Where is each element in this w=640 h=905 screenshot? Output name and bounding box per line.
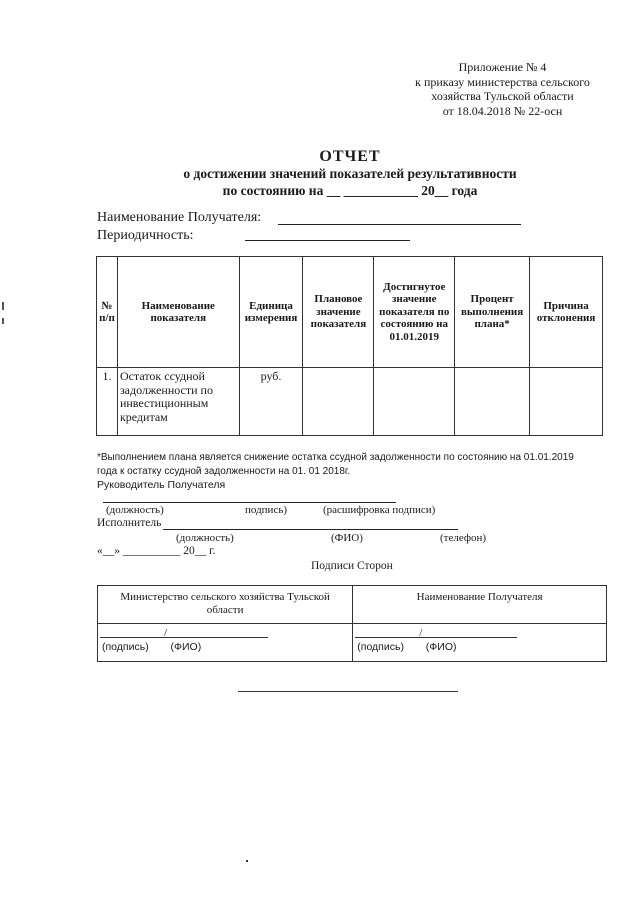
recipient-name-label: Наименование Получателя:	[97, 210, 262, 225]
table-header-row	[97, 257, 603, 368]
left-party-name: Министерство сельского хозяйства Тульской области	[98, 586, 353, 624]
right-fio-label: (ФИО)	[425, 641, 457, 653]
left-fio-label: (ФИО)	[170, 641, 202, 653]
date-field[interactable]: «__» __________ 20__ г.	[97, 545, 216, 557]
report-date-line: по состоянию на __ ___________ 20__ года	[222, 183, 478, 198]
table-row	[97, 368, 603, 436]
header-cell: Достигнутое значение показателя по состоянию на 01.01.2019	[374, 257, 455, 368]
left-party-sign-cell[interactable]	[98, 624, 353, 662]
closing-separator-line	[238, 691, 458, 692]
period-field[interactable]	[245, 240, 410, 241]
head-signature-caption: подпись)	[245, 504, 288, 516]
right-party-sign-cell[interactable]	[353, 624, 607, 662]
header-cell: Плановое значение показателя	[303, 257, 374, 368]
right-party-name: Наименование Получателя	[353, 586, 607, 624]
achieved-value-cell[interactable]	[374, 368, 455, 436]
right-sign-line	[355, 637, 517, 638]
executor-position-caption: (должность)	[176, 532, 234, 544]
header-cell: Единица измерения	[239, 257, 303, 368]
executor-label: Исполнитель	[97, 517, 162, 529]
header-cell: Причина отклонения	[530, 257, 603, 368]
head-position-caption: (должность)	[106, 504, 164, 516]
head-signature-field[interactable]	[103, 502, 396, 503]
parties-sign-row	[98, 624, 607, 662]
head-decoding-caption: (расшифровка подписи)	[323, 504, 436, 516]
scan-dot	[246, 860, 248, 862]
appendix-block	[395, 60, 610, 118]
indicator-name: Остаток ссудной задолженности по инвестиционным кредитам	[117, 368, 239, 436]
row-number: 1.	[97, 368, 118, 436]
scan-mark	[2, 318, 4, 324]
recipient-name-field[interactable]	[278, 224, 521, 225]
appendix-line: к приказу министерства сельского	[415, 74, 590, 89]
period-label: Периодичность:	[97, 228, 194, 243]
right-sign-caption	[357, 641, 456, 653]
right-sign-separator: /	[419, 627, 423, 639]
report-title: ОТЧЕТ	[319, 148, 381, 165]
indicators-table	[96, 256, 603, 436]
period-row	[97, 228, 194, 244]
executor-fio-caption: (ФИО)	[331, 532, 363, 544]
left-sign-separator: /	[164, 627, 168, 639]
recipient-name-row	[97, 210, 261, 226]
header-cell: Наименование показателя	[117, 257, 239, 368]
report-subtitle: о достижении значений показателей результативности	[183, 166, 517, 181]
parties-signature-table	[97, 585, 607, 662]
footnote: *Выполнением плана является снижение остатка ссудной задолженности по состоянию на 01.01.2019 года к остатку ссудной задолженности на 01. 01 2018г.	[97, 452, 574, 477]
right-sign-label: (подпись)	[357, 641, 404, 653]
parties-name-row	[98, 586, 607, 624]
appendix-line: Приложение № 4	[458, 60, 547, 74]
header-cell: Процент выполнения плана*	[455, 257, 530, 368]
parties-title: Подписи Сторон	[311, 560, 393, 572]
left-sign-label: (подпись)	[102, 641, 149, 653]
left-sign-line	[100, 637, 268, 638]
appendix-line: от 18.04.2018 № 22-осн	[442, 103, 563, 118]
head-label: Руководитель Получателя	[97, 479, 226, 491]
header-cell: № п/п	[97, 257, 118, 368]
appendix-line: хозяйства Тульской области	[431, 89, 574, 103]
executor-phone-caption: (телефон)	[440, 532, 487, 544]
scan-mark	[2, 302, 4, 310]
reason-cell[interactable]	[530, 368, 603, 436]
unit-cell: руб.	[239, 368, 303, 436]
left-sign-caption	[102, 641, 201, 653]
percent-cell[interactable]	[455, 368, 530, 436]
executor-field[interactable]	[163, 529, 458, 530]
planned-value-cell[interactable]	[303, 368, 374, 436]
